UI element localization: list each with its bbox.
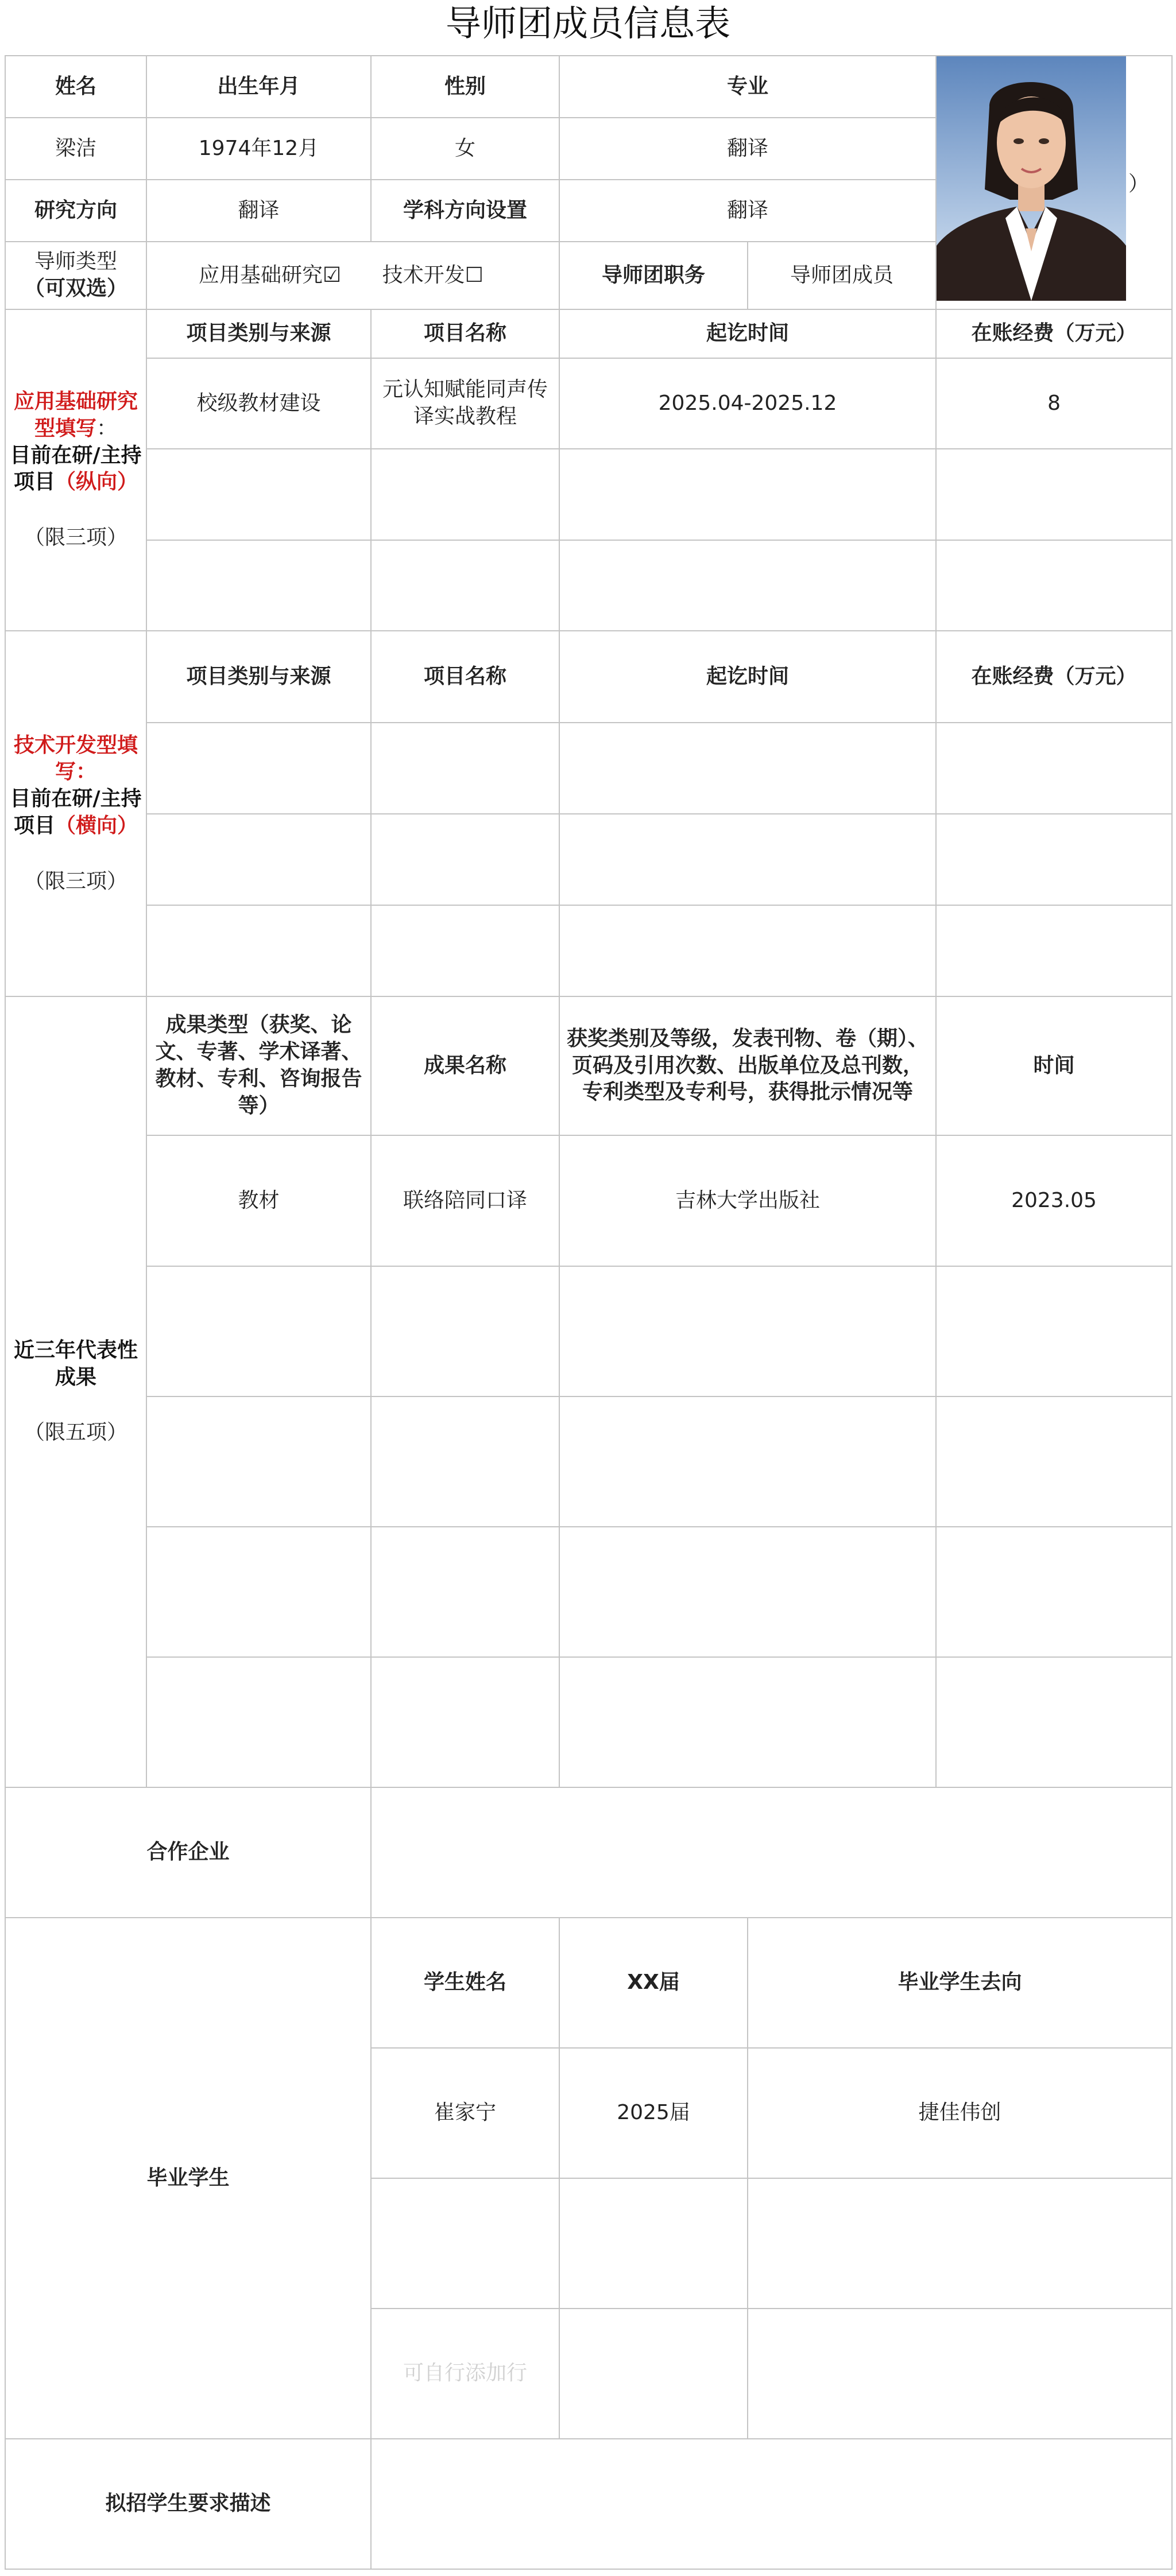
tech-name[interactable] [371, 814, 559, 905]
header-mentor-type [5, 242, 146, 309]
applied-name[interactable] [371, 449, 559, 540]
header-major: 专业 [559, 56, 936, 118]
requirements-value[interactable] [371, 2439, 1172, 2569]
tech-source[interactable] [146, 905, 371, 996]
achievement-name[interactable] [371, 1396, 559, 1527]
tech-funding[interactable] [936, 814, 1172, 905]
tech-row [5, 814, 1172, 905]
header-birth: 出生年月 [146, 56, 371, 118]
applied-row [5, 449, 1172, 540]
mentor-type-label: 导师类型 [34, 250, 117, 274]
achievement-name[interactable]: 联络陪同口译 [371, 1135, 559, 1266]
achievement-time[interactable] [936, 1527, 1172, 1657]
tech-row [5, 723, 1172, 814]
applied-funding[interactable]: 8 [936, 358, 1172, 449]
applied-name[interactable]: 元认知赋能同声传译实战教程 [371, 358, 559, 449]
applied-period[interactable]: 2025.04-2025.12 [559, 358, 936, 449]
page-title: 导师团成员信息表 [445, 2, 730, 44]
tech-label-direction: （横向） [55, 813, 138, 837]
applied-label-red: 应用基础研究型填写 [13, 390, 138, 440]
enterprise-label: 合作企业 [5, 1787, 371, 1918]
photo-cell[interactable] [936, 56, 1172, 309]
achievement-row [5, 1396, 1172, 1527]
achievements-col-type: 成果类型（获奖、论文、专著、学术译著、教材、专利、咨询报告等） [146, 996, 371, 1135]
achievements-col-name: 成果名称 [371, 996, 559, 1135]
team-role-value[interactable]: 导师团成员 [748, 242, 936, 309]
applied-source[interactable] [146, 540, 371, 631]
achievement-type[interactable] [146, 1527, 371, 1657]
tech-row [5, 905, 1172, 996]
achievement-row [5, 1527, 1172, 1657]
applied-label-dark: 目前在研/主持项目 [10, 443, 142, 494]
achievement-row [5, 1135, 1172, 1266]
tech-col-name: 项目名称 [371, 631, 559, 723]
achievement-row [5, 1657, 1172, 1787]
graduates-col-name: 学生姓名 [371, 1918, 559, 2048]
achievements-col-details: 获奖类别及等级，发表刊物、卷（期）、页码及引用次数、出版单位及总刊数，专利类型及专利号，获得批示情况等 [559, 996, 936, 1135]
applied-research-checkbox[interactable]: 应用基础研究☑ [199, 263, 342, 287]
graduates-col-year: XX届 [559, 1918, 748, 2048]
graduates-col-destination: 毕业学生去向 [748, 1918, 1172, 2048]
name-value[interactable]: 梁洁 [5, 118, 146, 180]
applied-source[interactable]: 校级教材建设 [146, 358, 371, 449]
header-name: 姓名 [5, 56, 146, 118]
tech-name[interactable] [371, 905, 559, 996]
tech-period[interactable] [559, 905, 936, 996]
achievement-details[interactable] [559, 1396, 936, 1527]
graduate-destination[interactable] [748, 2178, 1172, 2309]
graduate-name[interactable] [371, 2178, 559, 2309]
tech-funding[interactable] [936, 723, 1172, 814]
applied-funding[interactable] [936, 449, 1172, 540]
tech-label-limit: （限三项） [24, 869, 127, 893]
tech-source[interactable] [146, 814, 371, 905]
achievement-time[interactable] [936, 1266, 1172, 1396]
add-row-hint[interactable]: 可自行添加行 [371, 2309, 559, 2439]
achievement-name[interactable] [371, 1266, 559, 1396]
major-value[interactable]: 翻译 [559, 118, 936, 180]
header-gender: 性别 [371, 56, 559, 118]
portrait-photo [937, 56, 1126, 301]
header-research: 研究方向 [5, 180, 146, 242]
tech-label-dark: 目前在研/主持项目 [10, 787, 142, 837]
achievement-time[interactable] [936, 1396, 1172, 1527]
applied-row [5, 540, 1172, 631]
graduate-name[interactable]: 崔家宁 [371, 2048, 559, 2178]
tech-label-red: 技术开发型填写： [13, 733, 138, 784]
achievement-name[interactable] [371, 1527, 559, 1657]
applied-source[interactable] [146, 449, 371, 540]
tech-source[interactable] [146, 723, 371, 814]
birth-value[interactable]: 1974年12月 [146, 118, 371, 180]
applied-funding[interactable] [936, 540, 1172, 631]
applied-label-direction: （纵向） [55, 470, 138, 494]
applied-section-label [5, 309, 146, 631]
achievement-details[interactable] [559, 1266, 936, 1396]
graduate-year[interactable]: 2025届 [559, 2048, 748, 2178]
info-table [5, 55, 1173, 2570]
achievement-time[interactable] [936, 1657, 1172, 1787]
applied-period[interactable] [559, 449, 936, 540]
achievements-section-label [5, 996, 146, 1787]
achievement-type[interactable] [146, 1657, 371, 1787]
achievement-name[interactable] [371, 1657, 559, 1787]
applied-name[interactable] [371, 540, 559, 631]
achievement-time[interactable]: 2023.05 [936, 1135, 1172, 1266]
applied-row [5, 358, 1172, 449]
tech-funding[interactable] [936, 905, 1172, 996]
tech-col-period: 起讫时间 [559, 631, 936, 723]
enterprise-value[interactable] [371, 1787, 1172, 1918]
graduates-label: 毕业学生 [5, 1918, 371, 2439]
achievement-type[interactable] [146, 1396, 371, 1527]
tech-col-funding: 在账经费（万元） [936, 631, 1172, 723]
applied-col-funding: 在账经费（万元） [936, 309, 1172, 358]
graduate-year[interactable] [559, 2178, 748, 2309]
tech-name[interactable] [371, 723, 559, 814]
applied-col-name: 项目名称 [371, 309, 559, 358]
achievements-col-time: 时间 [936, 996, 1172, 1135]
discipline-value[interactable]: 翻译 [559, 180, 936, 242]
achievement-details[interactable]: 吉林大学出版社 [559, 1135, 936, 1266]
achievement-type[interactable]: 教材 [146, 1135, 371, 1266]
tech-period[interactable] [559, 814, 936, 905]
gender-value[interactable]: 女 [371, 118, 559, 180]
achievements-label: 近三年代表性成果 [13, 1338, 138, 1389]
achievement-row [5, 1266, 1172, 1396]
tech-period[interactable] [559, 723, 936, 814]
photo-edge-text: ） [1128, 172, 1150, 196]
tech-col-source: 项目类别与来源 [146, 631, 371, 723]
applied-label-limit: （限三项） [24, 526, 127, 550]
applied-period[interactable] [559, 540, 936, 631]
achievements-label-limit: （限五项） [24, 1421, 127, 1445]
requirements-label: 拟招学生要求描述 [5, 2439, 371, 2569]
achievement-details[interactable] [559, 1527, 936, 1657]
mentor-type-note: （可双选） [24, 277, 127, 300]
graduate-year[interactable] [559, 2309, 748, 2439]
research-value[interactable]: 翻译 [146, 180, 371, 242]
graduate-destination[interactable]: 捷佳伟创 [748, 2048, 1172, 2178]
applied-col-source: 项目类别与来源 [146, 309, 371, 358]
achievement-type[interactable] [146, 1266, 371, 1396]
tech-section-label [5, 631, 146, 996]
applied-label-colon: ： [96, 416, 118, 440]
mentor-type-options [146, 242, 559, 309]
graduate-destination[interactable] [748, 2309, 1172, 2439]
header-discipline: 学科方向设置 [371, 180, 559, 242]
header-team-role: 导师团职务 [559, 242, 748, 309]
applied-col-period: 起讫时间 [559, 309, 936, 358]
tech-development-checkbox[interactable]: 技术开发☐ [382, 263, 484, 287]
achievement-details[interactable] [559, 1657, 936, 1787]
